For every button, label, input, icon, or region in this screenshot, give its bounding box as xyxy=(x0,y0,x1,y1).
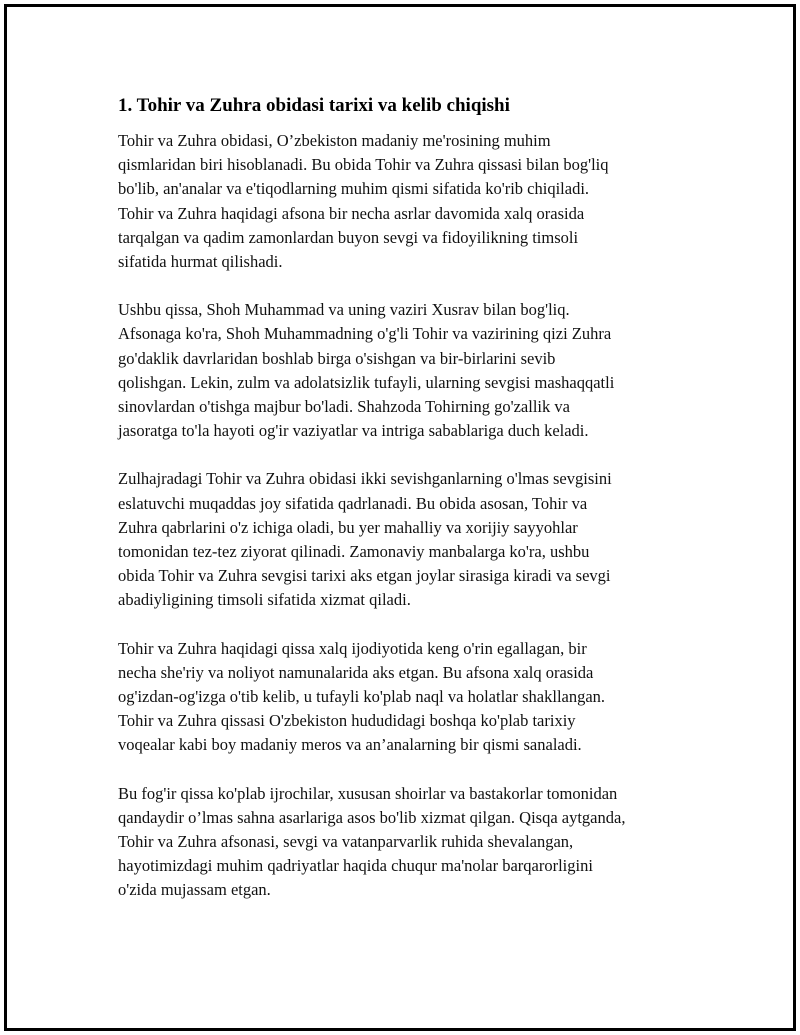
paragraph-2: Ushbu qissa, Shoh Muhammad va uning vaziri Xusrav bilan bog'liq. Afsonaga ko'ra, Shoh Muhammadning o'g'li Tohir va vazirining qizi Zuhra go'daklik davrlaridan boshlab birga o'sishgan va bir-birlarini sevib qolishgan. Lekin, zulm va adolatsizlik tufayli, ularning sevgisi mashaqqatli sinovlardan o'tishga majbur bo'ladi. Shahzoda Tohirning go'zallik va jasoratga to'la hayoti og'ir vaziyatlar va intriga sabablariga duch keladi. xyxy=(118,300,615,441)
paragraph-5: Bu fog'ir qissa ko'plab ijrochilar, xususan shoirlar va bastakorlar tomonidan qandaydir o’lmas sahna asarlariga asos bo'lib xizmat qilgan. Qisqa aytganda, Tohir va Zuhra afsonasi, sevgi va vatanparvarlik ruhida shevalangan, hayotimizdagi muhim qadriyatlar haqida chuqur ma'nolar barqarorligini o'zida mujassam etgan. xyxy=(118,783,626,900)
document-body xyxy=(118,93,718,927)
paragraph-4: Tohir va Zuhra haqidagi qissa xalq ijodiyotida keng o'rin egallagan, bir necha she'riy va noliyot namunalarida aks etgan. Bu afsona xalq orasida og'izdan-og'izga o'tib kelib, u tufayli ko'plab naql va holatlar shakllangan. Tohir va Zuhra qissasi O'zbekiston hududidagi boshqa ko'plab tarixiy voqealar kabi boy madaniy meros va an’analarning bir qismi sanaladi. xyxy=(118,638,606,755)
paragraph-3: Zulhajradagi Tohir va Zuhra obidasi ikki sevishganlarning o'lmas sevgisini eslatuvchi muqaddas joy sifatida qadrlanadi. Bu obida asosan, Tohir va Zuhra qabrlarini o'z ichiga oladi, bu yer mahalliy va xorijiy sayyohlar tomonidan tez-tez ziyorat qilinadi. Zamonaviy manbalarga ko'ra, ushbu obida Tohir va Zuhra sevgisi tarixi aks etgan joylar sirasiga kiradi va sevgi abadiyligining timsoli sifatida xizmat qiladi. xyxy=(118,469,612,610)
paragraph-1: Tohir va Zuhra obidasi, O’zbekiston madaniy me'rosining muhim qismlaridan biri hisoblanadi. Bu obida Tohir va Zuhra qissasi bilan bog'liq bo'lib, an'analar va e'tiqodlarning muhim qismi sifatida ko'rib chiqiladi. Tohir va Zuhra haqidagi afsona bir necha asrlar davomida xalq orasida tarqalgan va qadim zamonlardan buyon sevgi va fidoyilikning timsoli sifatida hurmat qilishadi. xyxy=(118,131,609,272)
section-heading: 1. Tohir va Zuhra obidasi tarixi va kelib chiqishi xyxy=(118,95,510,116)
